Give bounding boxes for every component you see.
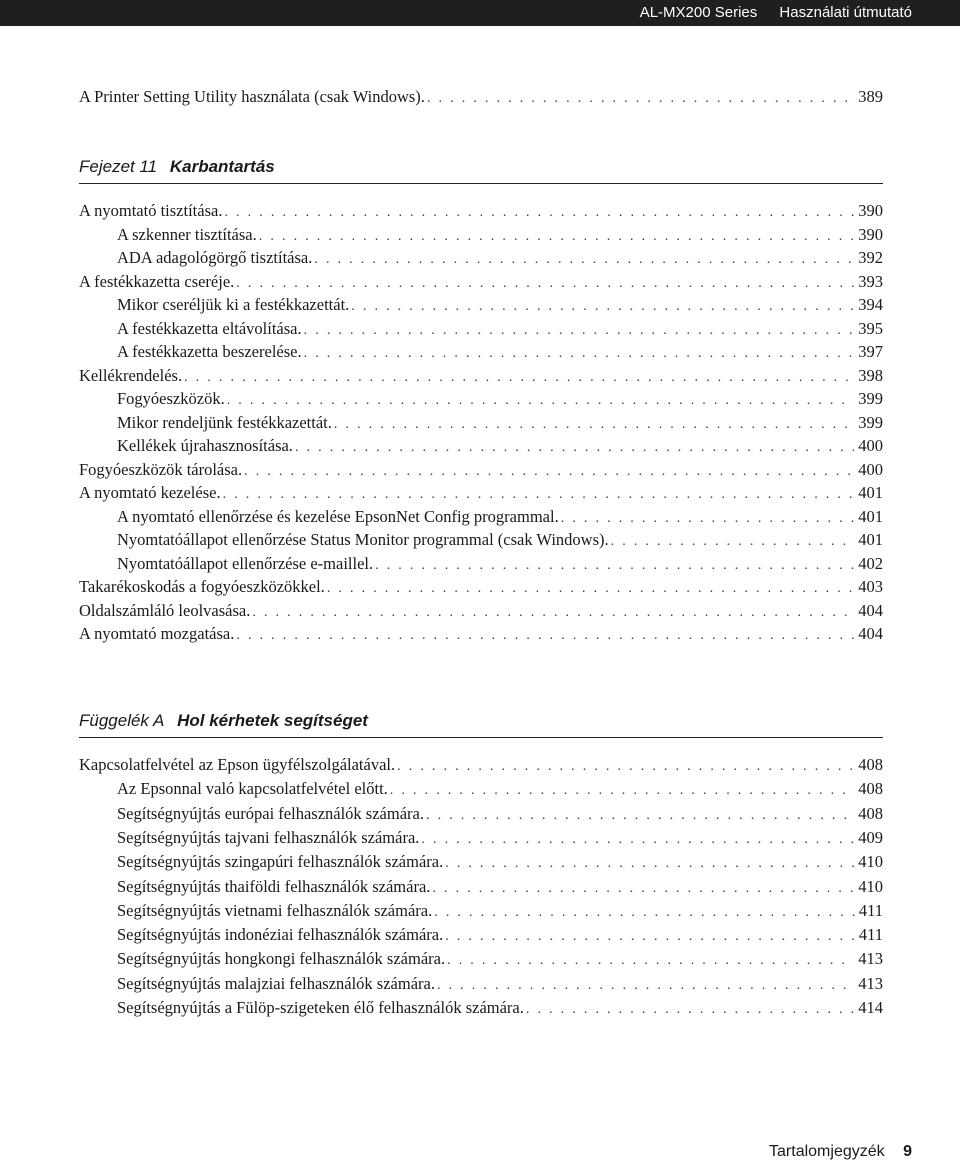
toc-entry-title: Segítségnyújtás malajziai felhasználók számára. <box>117 973 435 993</box>
toc-entry[interactable] <box>0 200 883 222</box>
dot-leader <box>227 390 855 412</box>
toc-entry-page: 404 <box>858 624 883 643</box>
toc-entry[interactable] <box>0 318 883 340</box>
toc-entry[interactable] <box>0 600 883 622</box>
toc-entry-title: Segítségnyújtás vietnami felhasználók számára. <box>117 900 433 920</box>
appendix-label: Függelék A <box>79 711 165 730</box>
toc-entry-title: Segítségnyújtás szingapúri felhasználók számára. <box>117 852 444 872</box>
toc-entry[interactable] <box>0 803 883 825</box>
toc-entry[interactable] <box>0 86 883 108</box>
toc-entry-page: 401 <box>858 483 883 502</box>
dot-leader <box>432 878 854 900</box>
toc-entry-page: 411 <box>858 925 883 945</box>
toc-entry[interactable] <box>0 876 883 898</box>
toc-entry-page: 400 <box>858 436 883 455</box>
dot-leader <box>224 202 854 224</box>
dot-leader <box>314 249 854 271</box>
toc-entry[interactable] <box>0 435 883 457</box>
toc-entry-title: Segítségnyújtás a Fülöp-szigeteken élő felhasználók számára. <box>117 998 524 1017</box>
dot-leader <box>561 508 855 530</box>
toc-entry-title: Kellékek újrahasznosítása. <box>117 436 293 455</box>
toc-entry-page: 409 <box>858 827 883 847</box>
toc-entry-page: 390 <box>858 224 883 244</box>
toc-entry-title: Nyomtatóállapot ellenőrzése e-maillel. <box>117 553 374 573</box>
footer-section: Tartalomjegyzék <box>769 1143 885 1160</box>
toc-entry[interactable] <box>0 341 883 363</box>
toc-entry-page: 408 <box>858 755 883 774</box>
dot-leader <box>327 578 854 600</box>
toc-entry[interactable] <box>0 623 883 645</box>
dot-leader <box>295 437 854 459</box>
dot-leader <box>611 531 855 553</box>
dot-leader <box>375 555 854 577</box>
dot-leader <box>434 902 855 924</box>
toc-entry[interactable] <box>0 576 883 598</box>
dot-leader <box>427 88 854 110</box>
toc-entry-title: Segítségnyújtás európai felhasználók számára. <box>117 803 424 823</box>
dot-leader <box>445 853 854 875</box>
page-footer <box>769 1143 912 1161</box>
toc-entry-title: Kellékrendelés. <box>79 365 183 385</box>
chapter-label: Fejezet 11 <box>79 157 158 176</box>
toc-entry[interactable] <box>0 482 883 504</box>
appendix-title: Hol kérhetek segítséget <box>177 711 368 730</box>
toc-entry[interactable] <box>0 997 883 1019</box>
dot-leader <box>244 461 854 483</box>
toc-entry-page: 397 <box>858 342 883 361</box>
toc-entry[interactable] <box>0 827 883 849</box>
document-title: Használati útmutató <box>779 4 912 21</box>
toc-entry[interactable] <box>0 553 883 575</box>
toc-entry[interactable] <box>0 224 883 246</box>
toc-entry[interactable] <box>0 754 883 776</box>
toc-entry-title: A festékkazetta eltávolítása. <box>117 318 302 338</box>
toc-entry-page: 401 <box>858 506 883 526</box>
toc-entry-title: ADA adagológörgő tisztítása. <box>117 248 313 267</box>
toc-entry-title: A nyomtató tisztítása. <box>79 201 223 220</box>
toc-entry-page: 413 <box>858 973 883 993</box>
toc-entry-page: 411 <box>858 900 883 920</box>
toc-entry-page: 399 <box>858 412 883 432</box>
dot-leader <box>236 273 854 295</box>
dot-leader <box>236 625 854 647</box>
product-name: AL-MX200 Series <box>639 4 758 21</box>
toc-entry[interactable] <box>0 778 883 800</box>
dot-leader <box>334 414 854 436</box>
toc-entry-title: Mikor rendeljünk festékkazettát. <box>117 412 332 432</box>
dot-leader <box>259 226 854 248</box>
appendix-heading[interactable] <box>79 711 883 738</box>
dot-leader <box>184 367 854 389</box>
toc-entry-title: Segítségnyújtás indonéziai felhasználók számára. <box>117 925 444 945</box>
toc-entry-page: 393 <box>858 271 883 291</box>
toc-entry-title: A festékkazetta cseréje. <box>79 271 235 291</box>
toc-entry-page: 398 <box>858 365 883 385</box>
toc-entry[interactable] <box>0 924 883 946</box>
toc-entry-page: 402 <box>858 553 883 573</box>
dot-leader <box>526 999 854 1021</box>
toc-entry-page: 414 <box>858 998 883 1017</box>
toc-entry-page: 394 <box>858 295 883 314</box>
dot-leader <box>397 756 854 778</box>
toc-entry[interactable] <box>0 412 883 434</box>
dot-leader <box>304 320 855 342</box>
dot-leader <box>437 975 854 997</box>
chapter-title: Karbantartás <box>169 157 275 176</box>
toc-entry-title: Segítségnyújtás tajvani felhasználók számára. <box>117 827 420 847</box>
dot-leader <box>447 950 854 972</box>
toc-entry[interactable] <box>0 271 883 293</box>
toc-entry[interactable] <box>0 948 883 970</box>
toc-entry-page: 400 <box>858 459 883 479</box>
toc-entry-page: 399 <box>858 389 883 408</box>
toc-entry-page: 390 <box>858 201 883 220</box>
dot-leader <box>304 343 855 365</box>
toc-entry-title: Mikor cseréljük ki a festékkazettát. <box>117 295 350 314</box>
dot-leader <box>351 296 854 318</box>
toc-entry-title: A Printer Setting Utility használata (csak Windows). <box>79 87 425 106</box>
dot-leader <box>421 829 854 851</box>
toc-entry-page: 389 <box>858 87 883 106</box>
toc-entry[interactable] <box>0 851 883 873</box>
toc-entry-page: 403 <box>858 577 883 596</box>
toc-entry-page: 408 <box>858 803 883 823</box>
chapter-heading[interactable] <box>79 157 883 184</box>
dot-leader <box>445 926 855 948</box>
toc-entry-title: Segítségnyújtás hongkongi felhasználók számára. <box>117 949 446 969</box>
toc-entry-title: Takarékoskodás a fogyóeszközökkel. <box>79 577 325 596</box>
toc-entry-page: 408 <box>858 779 883 799</box>
toc-entry-title: Oldalszámláló leolvasása. <box>79 600 251 620</box>
toc-entry-page: 410 <box>858 876 883 896</box>
toc-entry[interactable] <box>0 247 883 269</box>
toc-entry-title: A nyomtató kezelése. <box>79 483 221 502</box>
toc-entry-title: Fogyóeszközök tárolása. <box>79 459 243 479</box>
dot-leader <box>223 484 855 506</box>
toc-entry-title: Kapcsolatfelvétel az Epson ügyfélszolgálatával. <box>79 755 396 774</box>
toc-entry-title: Fogyóeszközök. <box>117 389 225 408</box>
dot-leader <box>252 602 854 624</box>
toc-entry-title: A nyomtató ellenőrzése és kezelése EpsonNet Config programmal. <box>117 506 559 526</box>
toc-entry[interactable] <box>0 388 883 410</box>
toc-entry[interactable] <box>0 529 883 551</box>
toc-entry-title: Az Epsonnal való kapcsolatfelvétel előtt. <box>117 779 388 799</box>
toc-entry[interactable] <box>0 459 883 481</box>
toc-entry-title: A nyomtató mozgatása. <box>79 624 235 643</box>
dot-leader <box>426 805 854 827</box>
toc-entry-title: Segítségnyújtás thaiföldi felhasználók számára. <box>117 876 431 896</box>
dot-leader <box>390 780 854 802</box>
toc-entry-page: 404 <box>858 600 883 620</box>
toc-entry-title: A festékkazetta beszerelése. <box>117 342 302 361</box>
toc-entry-title: A szkenner tisztítása. <box>117 224 257 244</box>
toc-entry-title: Nyomtatóállapot ellenőrzése Status Monitor programmal (csak Windows). <box>117 530 609 549</box>
toc-entry-page: 413 <box>858 949 883 969</box>
toc-entry[interactable] <box>0 365 883 387</box>
toc-entry-page: 395 <box>858 318 883 338</box>
toc-entry[interactable] <box>0 973 883 995</box>
toc-entry[interactable] <box>0 506 883 528</box>
toc-entry-page: 401 <box>858 530 883 549</box>
footer-page-number: 9 <box>903 1143 912 1160</box>
toc-entry[interactable] <box>0 294 883 316</box>
page-header <box>0 0 960 26</box>
toc-entry[interactable] <box>0 900 883 922</box>
toc-entry-page: 392 <box>858 248 883 267</box>
toc-entry-page: 410 <box>858 852 883 872</box>
